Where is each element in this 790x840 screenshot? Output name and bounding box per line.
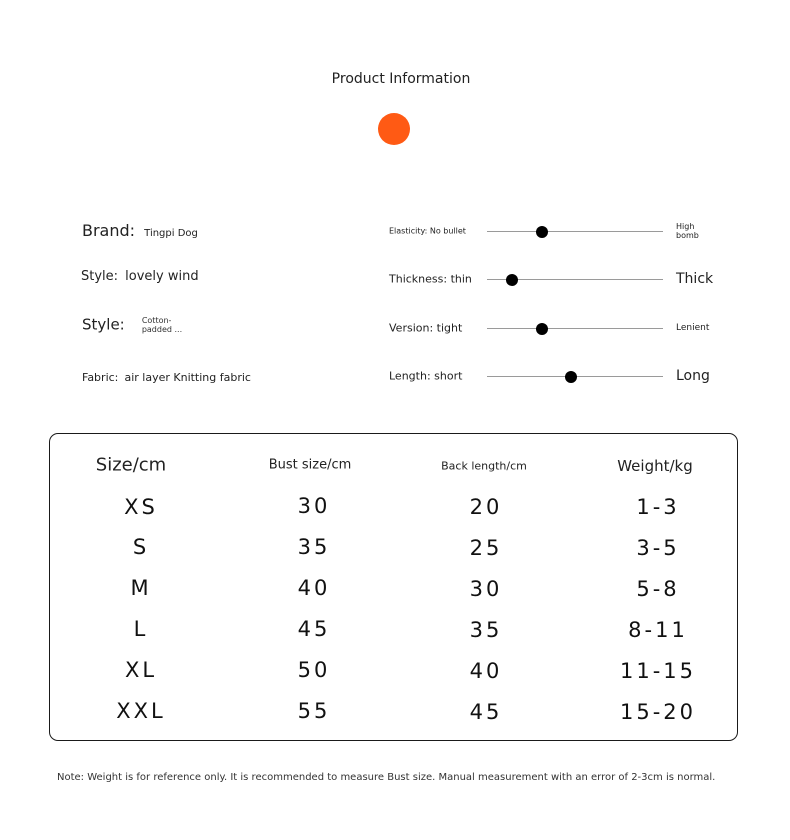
- style-label-2: Style:: [82, 315, 125, 334]
- thickness-track: [487, 279, 663, 280]
- brand-label: Brand:: [82, 221, 136, 240]
- style-property: [81, 265, 199, 284]
- bust-cell: 55: [297, 699, 331, 723]
- elasticity-track: [487, 231, 663, 232]
- weight-header: Weight/kg: [617, 457, 693, 475]
- style-property-2: [82, 314, 182, 334]
- length-label: Length: short: [389, 369, 463, 383]
- elasticity-scale: [389, 219, 719, 243]
- style-value-2-line1: Cotton-: [141, 315, 172, 325]
- weight-cell: 1-3: [636, 495, 680, 519]
- size-cell: XS: [124, 495, 158, 519]
- thickness-label: Thickness: thin: [389, 272, 472, 286]
- weight-cell: 5-8: [636, 577, 680, 601]
- back-length-cell: 20: [469, 495, 503, 519]
- elasticity-end-line1: High: [676, 222, 695, 231]
- version-scale: [389, 316, 719, 340]
- bust-cell: 35: [297, 535, 331, 559]
- fabric-property: [82, 366, 251, 385]
- bust-cell: 40: [297, 576, 331, 600]
- back-length-cell: 40: [469, 659, 503, 683]
- size-cell: XXL: [116, 699, 166, 723]
- style-label: Style:: [81, 269, 119, 284]
- back-length-header: Back length/cm: [441, 459, 527, 473]
- size-cell: XL: [124, 658, 158, 682]
- size-header: Size/cm: [95, 454, 167, 476]
- elasticity-end: [676, 222, 699, 240]
- footer-note: Note: Weight is for reference only. It is recommended to measure Bust size. Manual measurement with an error of 2-3cm is normal.: [57, 772, 716, 783]
- version-label: Version: tight: [389, 321, 463, 335]
- size-cell: S: [132, 535, 150, 559]
- style-value-2: [142, 316, 182, 334]
- weight-cell: 8-11: [628, 618, 688, 642]
- length-track: [487, 376, 663, 377]
- bust-header: Bust size/cm: [268, 457, 352, 473]
- bust-cell: 45: [297, 617, 331, 641]
- thickness-knob: [506, 274, 518, 286]
- version-track: [487, 328, 663, 329]
- elasticity-knob: [536, 226, 548, 238]
- elasticity-label: Elasticity: No bullet: [389, 226, 466, 236]
- brand-property: [82, 221, 198, 240]
- page-title: Product Information: [331, 71, 471, 87]
- back-length-cell: 30: [469, 577, 503, 601]
- thickness-end: Thick: [676, 271, 714, 287]
- accent-dot: [378, 113, 410, 145]
- brand-value: Tingpi Dog: [144, 228, 198, 239]
- length-end: Long: [676, 368, 710, 384]
- style-value: lovely wind: [125, 269, 199, 284]
- back-length-cell: 45: [469, 700, 503, 724]
- weight-cell: 11-15: [619, 659, 697, 683]
- size-table: [49, 433, 738, 741]
- size-cell: L: [133, 617, 149, 641]
- back-length-cell: 35: [469, 618, 503, 642]
- fabric-label: Fabric:: [82, 371, 119, 384]
- bust-cell: 50: [297, 658, 331, 682]
- thickness-scale: [389, 267, 719, 291]
- elasticity-end-line2: bomb: [676, 231, 699, 240]
- fabric-value: air layer Knitting fabric: [124, 371, 251, 384]
- style-value-2-line2: padded ...: [141, 324, 183, 334]
- length-knob: [565, 371, 577, 383]
- version-knob: [536, 323, 548, 335]
- weight-cell: 15-20: [619, 700, 697, 724]
- length-scale: [389, 364, 719, 388]
- bust-cell: 30: [297, 494, 331, 518]
- back-length-cell: 25: [469, 536, 503, 560]
- weight-cell: 3-5: [636, 536, 680, 560]
- version-end: Lenient: [676, 323, 710, 333]
- size-cell: M: [130, 576, 152, 600]
